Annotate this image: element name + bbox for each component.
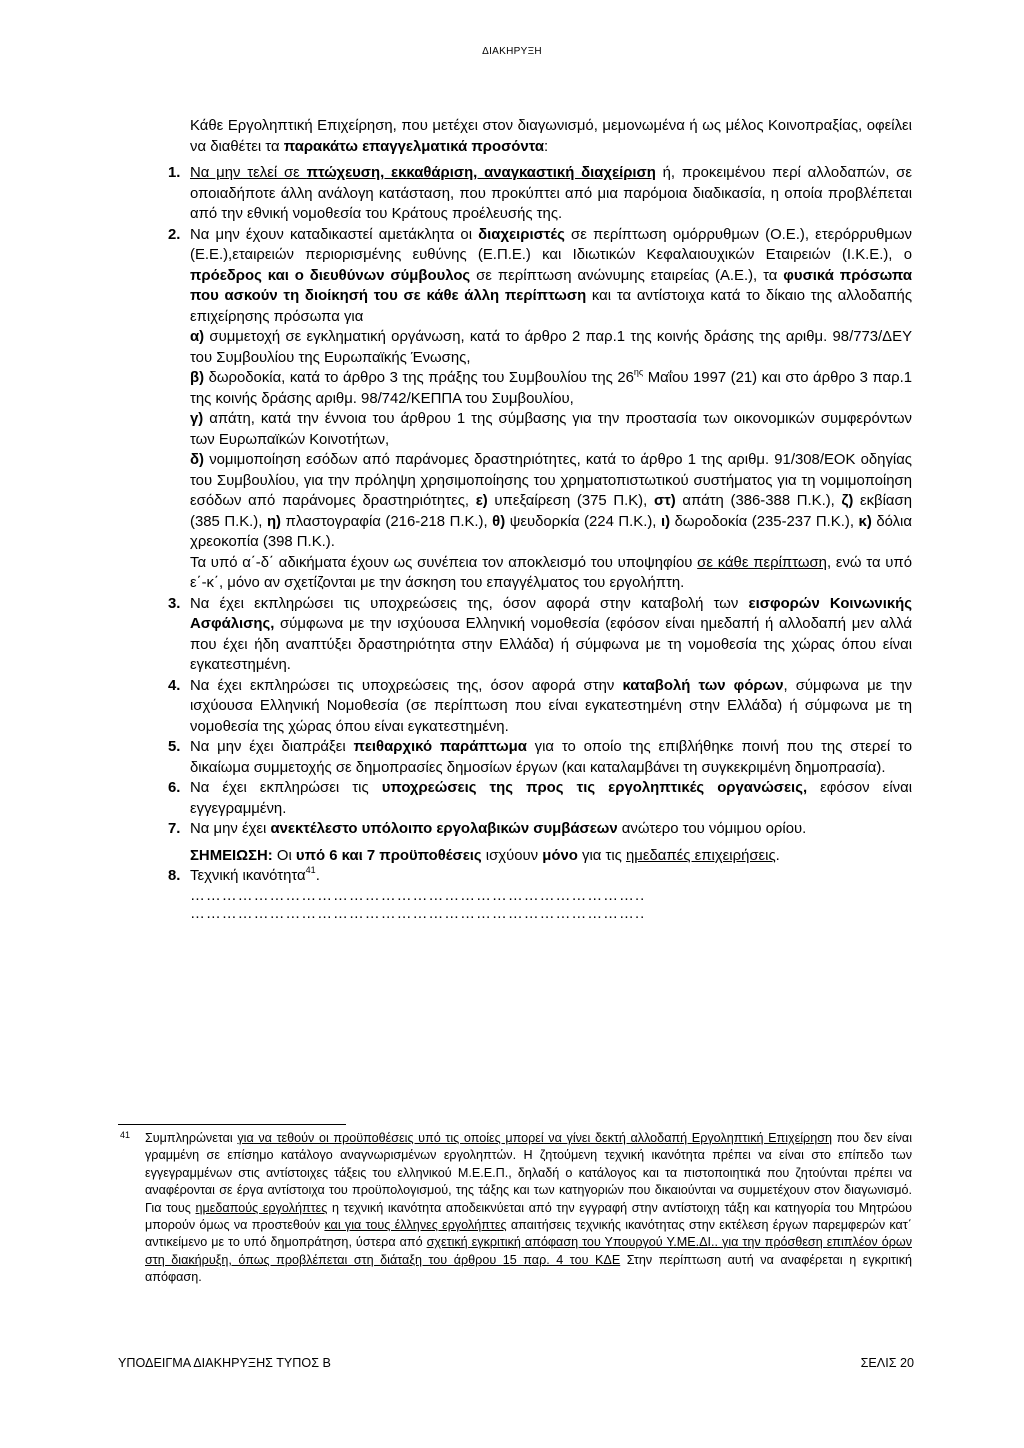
requirement-2: 2. Να μην έχουν καταδικαστεί αμετάκλητα οι διαχειριστές σε περίπτωση ομόρρυθμων (Ο.Ε.), ετερόρρυθμων (Ε.Ε.),εταιρειών περιορισμένης ευθύνης (Ε.Π.Ε.) και Ιδιωτικών Κεφαλαιουχικών Εταιρειών (Ι.Κ.Ε.), ο πρόεδρος και ο διευθύνων σύμβουλος σε περίπτωση ανώνυμης εταιρείας (Α.Ε.), τα φυσικά πρόσωπα που ασκούν τη διοίκησή του σε κάθε άλλη περίπτωση και τα αντίστοιχα κατά το δίκαιο της αλλοδαπής επιχείρησης πρόσωπα για — [168, 226, 913, 325]
requirement-6: 6. Να έχει εκπληρώσει τις υποχρεώσεις της προς τις εργοληπτικές οργανώσεις, εφόσον είναι εγγεγραμμένη. — [168, 780, 912, 817]
item-number: 2. — [168, 226, 181, 243]
offence-d: δ) νομιμοποίηση εσόδων από παράνομες δραστηριότητες, κατά το άρθρο 1 της αριθμ. 91/308/ΕΟΚ οδηγίας του Συμβουλίου, για την πρόληψη χρησιμοποίησης του χρηματοπιστωτικού συστήματος για τη νομιμοποίηση εσόδων από παράνομες δραστηριότητες, ε) υπεξαίρεση (375 Π.Κ), στ) απάτη (386-388 Π.Κ.), ζ) εκβίαση (385 Π.Κ.), η) πλαστογραφία (216-218 Π.Κ.), θ) ψευδορκία (224 Π.Κ.), ι) δωροδοκία (235-237 Π.Κ.), κ) δόλια χρεοκοπία (398 Π.Κ.). — [190, 452, 913, 550]
footer-document-title: ΥΠΟΔΕΙΓΜΑ ΔΙΑΚΗΡΥΞΗΣ ΤΥΠΟΣ Β — [118, 1356, 331, 1370]
requirement-4: 4. Να έχει εκπληρώσει τις υποχρεώσεις της, όσον αφορά στην καταβολή των φόρων, σύμφωνα με την ισχύουσα Ελληνική Νομοθεσία (σε περίπτωση που είναι εγκατεστημένη στην Ελλάδα) ή σύμφωνα με τη νομοθεσία της χώρας όπου είναι εγκατεστημένη. — [168, 677, 913, 735]
item-number: 4. — [168, 677, 181, 694]
note-paragraph: ΣΗΜΕΙΩΣΗ: Οι υπό 6 και 7 προϋποθέσεις ισχύουν μόνο για τις ημεδαπές επιχειρήσεις. — [190, 847, 780, 864]
item-number: 8. — [168, 868, 181, 884]
requirement-8: 8. Τεχνική ικανότητα$^{41}$. — [190, 866, 912, 887]
requirement-3: 3. Να έχει εκπληρώσει τις υποχρεώσεις της, όσον αφορά στην καταβολή των εισφορών Κοινωνικής Ασφάλισης, σύμφωνα με την ισχύουσα Ελληνική νομοθεσία (εφόσον είναι ημεδαπή ή αλλοδαπή μεν αλλά που έχει ήδη αναπτύξει δραστηριότητα στην Ελλάδα) ή σύμφωνα με τη νομοθεσία της χώρας όπου είναι εγκατεστημένη. — [168, 595, 912, 673]
offence-a: α) συμμετοχή σε εγκληματική οργάνωση, κατά το άρθρο 2 παρ.1 της κοινής δράσης της αριθμ. 98/773/ΔΕΥ του Συμβουλίου της Ευρωπαϊκής Ένωσης, — [190, 329, 912, 366]
offence-b: β) δωροδοκία, κατά το άρθρο 3 της πράξης του Συμβουλίου της $26^{\eta\varsigma}$ Μαΐου 1997 (21) και στο άρθρο 3 παρ.1 της κοινής δράσης αριθμ. 98/742/ΚΕΠΠΑ του Συμβουλίου, — [190, 367, 912, 407]
footnote-separator — [118, 1124, 346, 1125]
requirement-7: 7. Να μην έχει ανεκτέλεστο υπόλοιπο εργολαβικών συμβάσεων ανώτερο του νόμιμου ορίου. — [190, 819, 912, 840]
requirement-5: 5. Να μην έχει διαπράξει πειθαρχικό παράπτωμα για το οποίο της επιβλήθηκε ποινή που της στερεί το δικαίωμα συμμετοχής σε δημοπρασίες δημοσίων έργων (και καταλαμβάνει τη συγκεκριμένη δημοπρασία). — [168, 739, 912, 776]
consequence-paragraph: Τα υπό α΄-δ΄ αδικήματα έχουν ως συνέπεια τον αποκλεισμό του υποψηφίου σε κάθε περίπτωση, ενώ τα υπό ε΄-κ΄, μόνο αν σχετίζονται με την άσκηση του επαγγέλματος του εργολήπτη. — [190, 554, 912, 591]
footnote-reference[interactable]: 41 — [305, 865, 316, 876]
fill-in-line: ………………………………………………………………………….. — [190, 887, 646, 904]
fill-in-line: ………………………………………………………………………….. — [190, 905, 646, 922]
document-body — [168, 116, 913, 923]
offence-c: γ) απάτη, κατά την έννοια του άρθρου 1 της σύμβασης για την προστασία των οικονομικών συμφερόντων των Ευρωπαϊκών Κοινοτήτων, — [190, 411, 912, 448]
item-number: 6. — [168, 780, 181, 796]
footer-page-number: ΣΕΛΙΣ 20 — [860, 1356, 914, 1370]
page-header: ΔΙΑΚΗΡΥΞΗ — [482, 46, 542, 57]
item-number: 5. — [168, 739, 181, 755]
intro-paragraph: Κάθε Εργοληπτική Επιχείρηση, που μετέχει στον διαγωνισμό, μεμονωμένα ή ως μέλος Κοινοπραξίας, οφείλει να διαθέτει τα παρακάτω επαγγελματικά προσόντα: — [190, 118, 912, 155]
item-number: 3. — [168, 595, 181, 612]
footnote-41: 41 Συμπληρώνεται για να τεθούν οι προϋποθέσεις υπό τις οποίες μπορεί να γίνει δεκτή αλλοδαπή Εργοληπτική Επιχείρηση που δεν είναι γραμμένη σε επίσημο κατάλογο αναγνωρισμένων εργοληπτών. Η ζητούμενη τεχνική ικανότητα πρέπει να είναι στο επίπεδο των εγγεγραμμένων στις αντίστοιχες τάξεις του ελληνικού Μ.Ε.Ε.Π., δηλαδή ο κατάλογος και τα πιστοποιητικά που ζητούνται πρέπει να αναφέρονται σε έργα αντίστοιχα του προϋπολογισμού, της τάξης και των κατηγοριών που δικαιούνται να συμμετέχουν στον διαγωνισμό. Για τους ημεδαπούς εργολήπτες η τεχνική ικανότητα αποδεικνύεται από την εγγραφή στην αντίστοιχη τάξη και κατηγορία του Μητρώου μπορούν όμως να προστεθούν και για τους έλληνες εργολήπτες απαιτήσεις τεχνικής ικανότητας στην εκτέλεση έργων παρεμφερών κατ΄ αντικείμενο με το υπό δημοπράτηση, ύστερα από σχετική εγκριτική απόφαση του Υπουργού Υ.ΜΕ.ΔΙ.. για την πρόσθεση επιπλέον όρων στη διακήρυξη, όπως προβλέπεται στη διάταξη του άρθρου 15 παρ. 4 του ΚΔΕ Στην περίπτωση αυτή να αναφέρεται η εγκριτική απόφαση. — [145, 1130, 912, 1287]
footnote-mark: 41 — [120, 1130, 131, 1140]
requirement-1: 1. Να μην τελεί σε πτώχευση, εκκαθάριση, αναγκαστική διαχείριση ή, προκειμένου περί αλλοδαπών, σε οποιαδήποτε άλλη ανάλογη κατάσταση, που προκύπτει από μια παρόμοια διαδικασία, η οποία προβλέπεται από την εθνική νομοθεσία του Κράτους προέλευσής της. — [168, 165, 912, 222]
item-number: 7. — [168, 821, 181, 837]
item-number: 1. — [168, 165, 181, 181]
